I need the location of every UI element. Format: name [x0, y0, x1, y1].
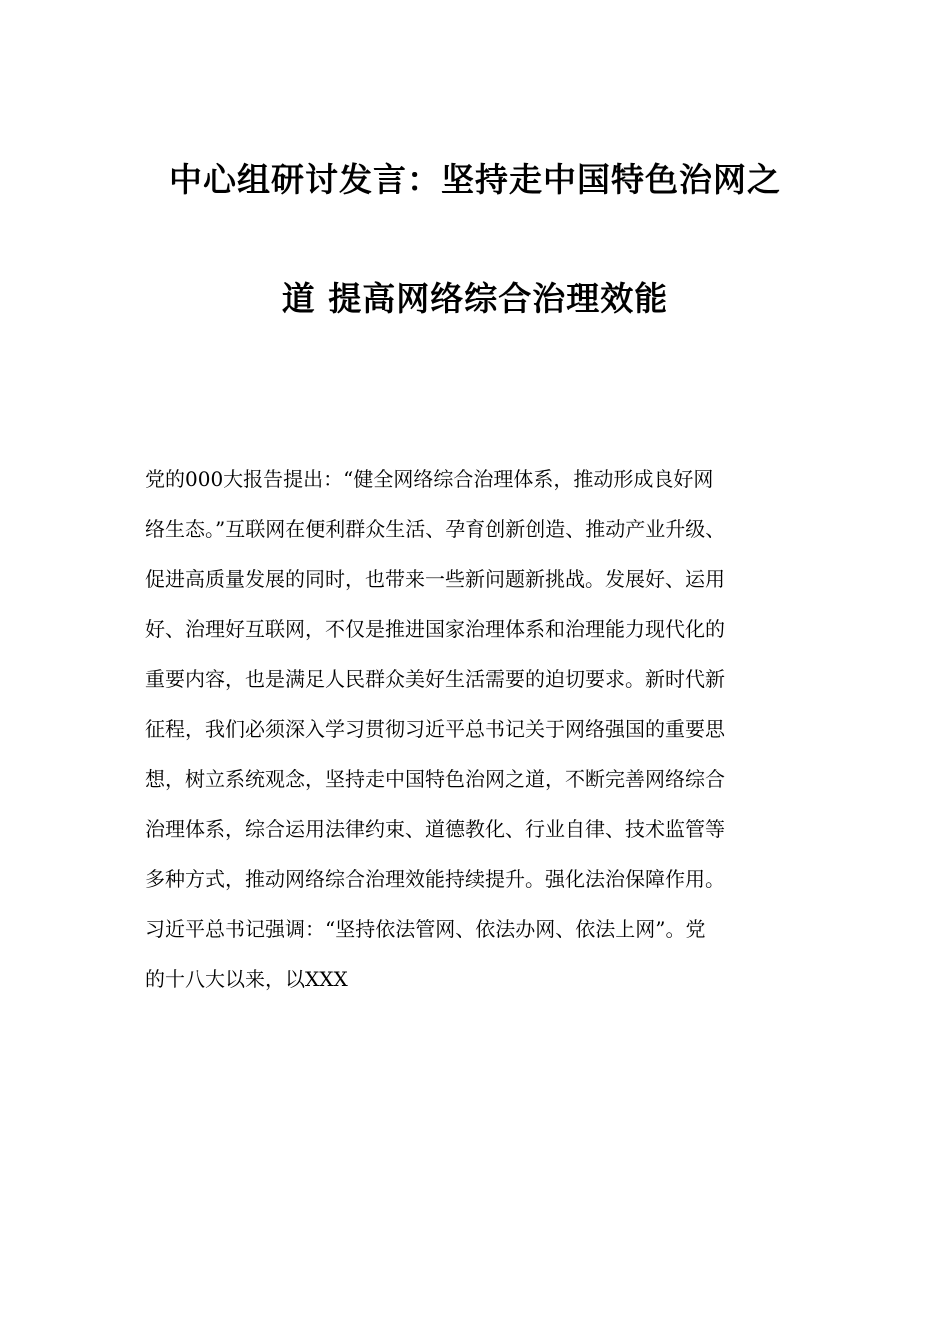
body-text-line: 习近平总书记强调：“坚持依法管网、依法办网、依法上网”。党: [145, 917, 706, 941]
body-text-line: 征程，我们必须深入学习贯彻习近平总书记关于网络强国的重要思: [145, 717, 725, 741]
body-text-line: 络生态。”互联网在便利群众生活、孕育创新创造、推动产业升级、: [145, 517, 726, 541]
body-text-line: 的十八大以来，以XXX: [145, 967, 348, 991]
body-text-line: 多种方式，推动网络综合治理效能持续提升。强化法治保障作用。: [145, 867, 725, 891]
body-text-line: 好、治理好互联网，不仅是推进国家治理体系和治理能力现代化的: [145, 617, 725, 641]
document-title-line-1: 中心组研讨发言：坚持走中国特色治网之: [169, 160, 781, 199]
document-title-line-2: 道 提高网络综合治理效能: [281, 279, 669, 318]
body-text-line: 促进高质量发展的同时，也带来一些新问题新挑战。发展好、运用: [145, 567, 725, 591]
document-body: [145, 460, 825, 1010]
body-text-line: 治理体系，综合运用法律约束、道德教化、行业自律、技术监管等: [145, 817, 725, 841]
body-text-line: 重要内容，也是满足人民群众美好生活需要的迫切要求。新时代新: [145, 667, 725, 691]
body-text-line: 党的000大报告提出：“健全网络综合治理体系，推动形成良好网: [145, 467, 714, 491]
body-text-line: 想，树立系统观念，坚持走中国特色治网之道，不断完善网络综合: [145, 767, 725, 791]
